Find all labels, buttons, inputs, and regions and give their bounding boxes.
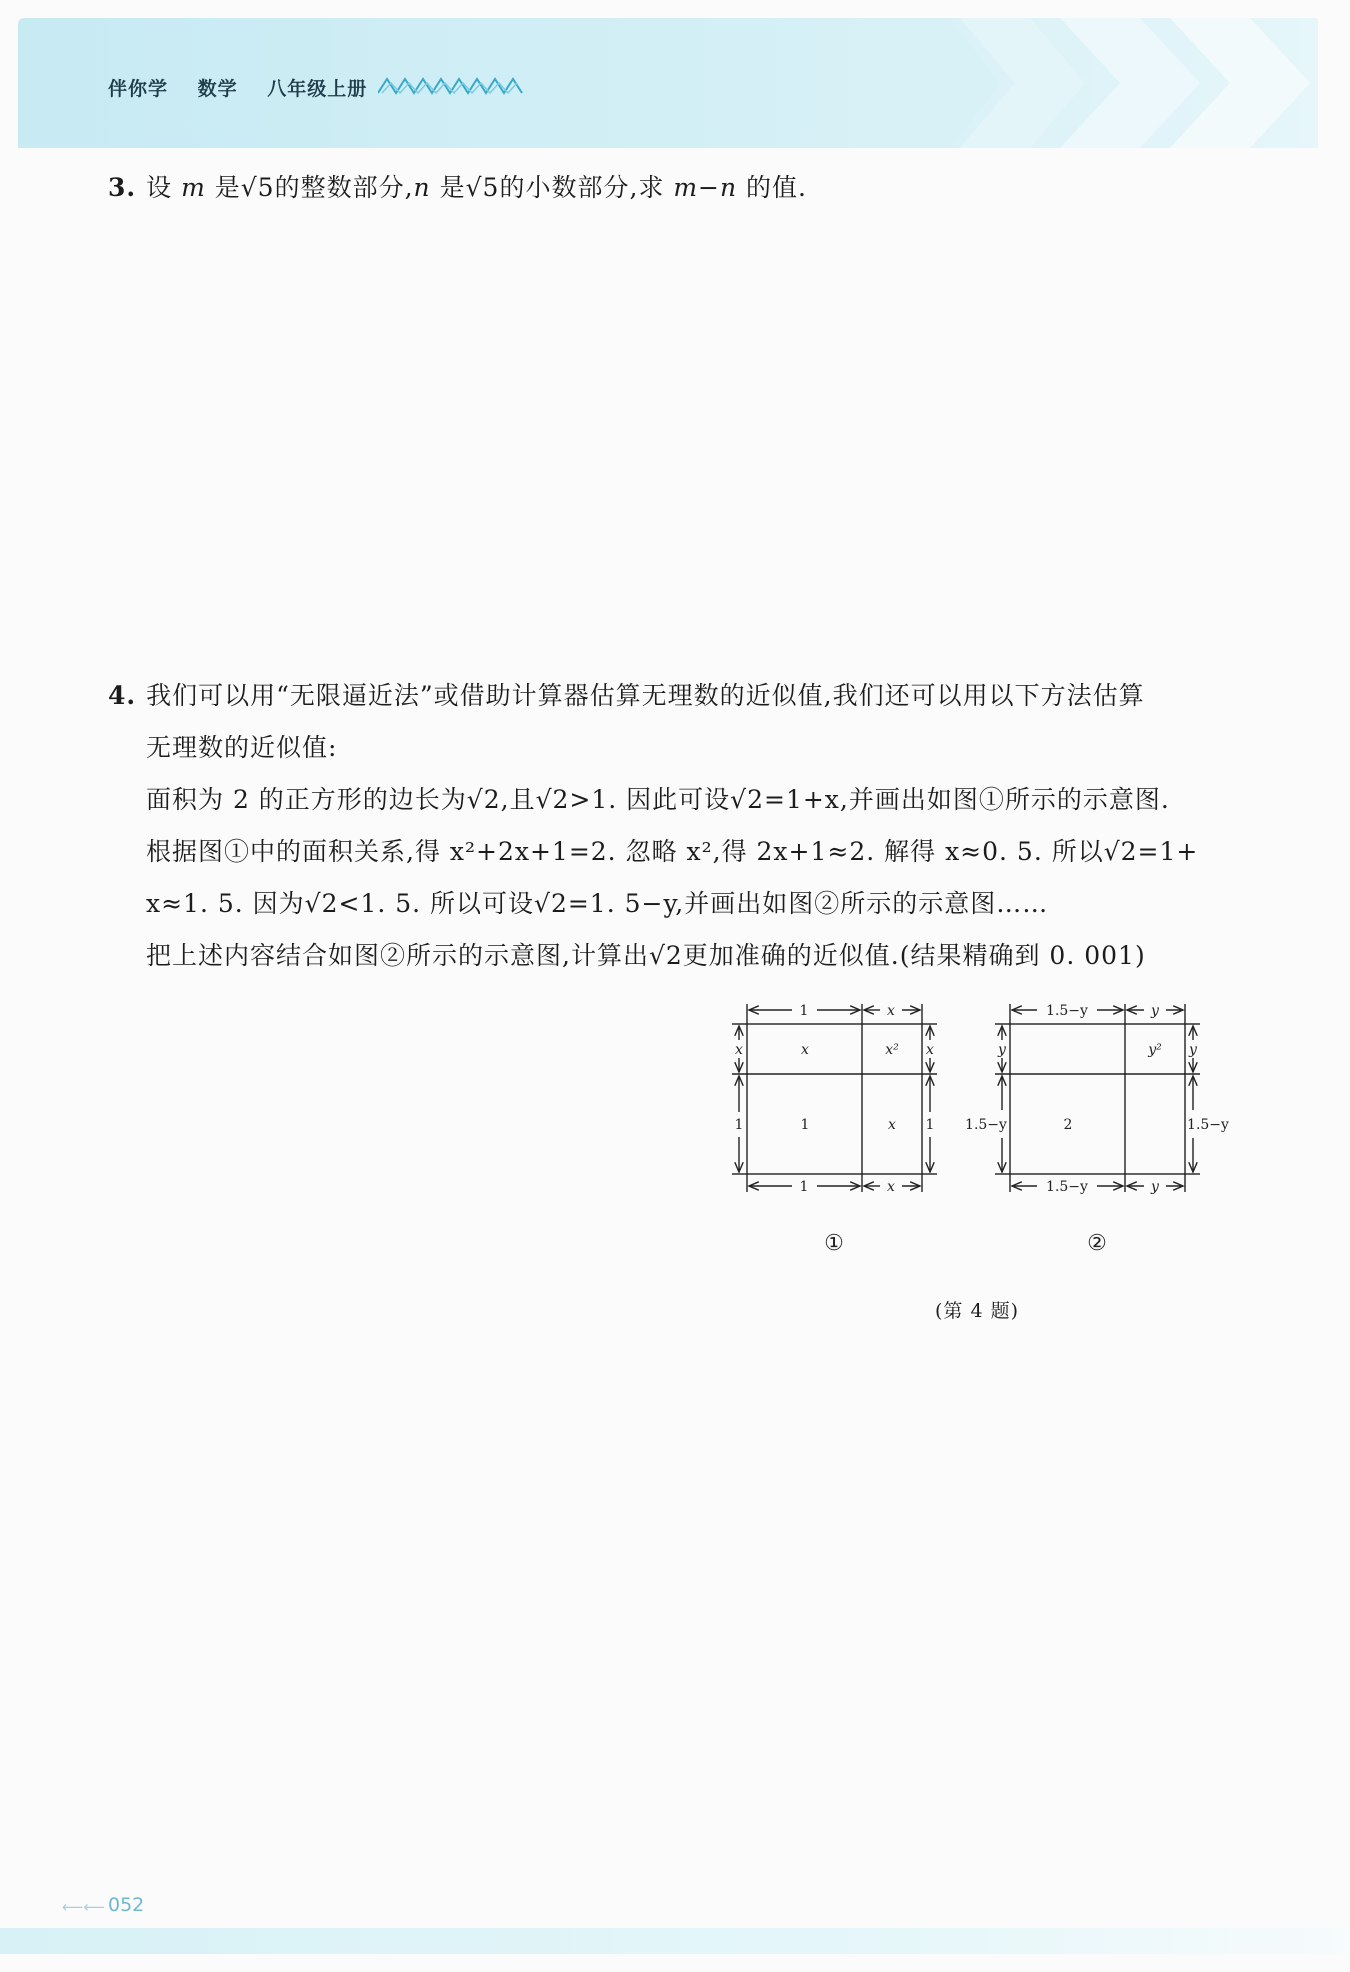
fig2-top-left-label: 1.5−y [1046, 1003, 1088, 1019]
fig2-left-top-label: y [998, 1042, 1006, 1058]
q4-line-3: 面积为 2 的正方形的边长为√2,且√2>1. 因此可设√2=1+x,并画出如图①所示的示意图. [146, 785, 1170, 814]
q3-sqrt5: √5 [465, 173, 500, 202]
fig1-cell-top-left: x [801, 1042, 809, 1058]
fig2-right-bottom-label: 1.5−y [1187, 1117, 1229, 1133]
fig1-cell-bottom-left: 1 [800, 1117, 810, 1133]
q4-line-1-text: 我们可以用“无限逼近法”或借助计算器估算无理数的近似值,我们还可以用以下方法估算 [146, 681, 1145, 710]
fig2-bottom-right-label: y [1151, 1179, 1159, 1195]
q3-text: 设 [146, 173, 182, 202]
figure-1 [732, 1004, 937, 1192]
question-4 [108, 670, 1258, 982]
zigzag-ornament-icon [378, 77, 524, 95]
figure-2 [995, 1004, 1200, 1192]
fig1-bottom-right-label: x [887, 1179, 895, 1195]
fig1-left-top-label: x [735, 1042, 743, 1058]
fig2-top-right-label: y [1151, 1003, 1159, 1019]
header-book: 伴你学 [108, 78, 169, 100]
q3-text: 的整数部分, [274, 173, 414, 202]
q4-line-4: 根据图①中的面积关系,得 x²+2x+1=2. 忽略 x²,得 2x+1≈2. 解得 x≈0. 5. 所以√2=1+ [146, 837, 1199, 866]
fig1-right-bottom-label: 1 [925, 1117, 935, 1133]
fig1-label: ① [824, 1231, 844, 1256]
q3-var-m: m [181, 173, 206, 202]
q3-sqrt5: √5 [240, 173, 275, 202]
footer-band [0, 1928, 1350, 1954]
fig2-right-top-label: y [1189, 1042, 1197, 1058]
question-number: 4. [108, 681, 137, 710]
fig2-cell-bottom-left: 2 [1063, 1117, 1073, 1133]
q3-expression: m−n [673, 173, 738, 202]
figure-caption: (第 4 题) [935, 1300, 1019, 1322]
q3-text: 的小数部分,求 [499, 173, 674, 202]
fig1-bottom-left-label: 1 [799, 1179, 809, 1195]
q4-line-2: 无理数的近似值: [146, 733, 338, 762]
fig2-left-bottom-label: 1.5−y [965, 1117, 1007, 1133]
q3-text: 的值. [737, 173, 808, 202]
fig2-label: ② [1087, 1231, 1107, 1256]
page-arrow-icon: ⟵⟵ [62, 1898, 106, 1916]
header-title [108, 74, 389, 101]
q4-line-6: 把上述内容结合如图②所示的示意图,计算出√2更加准确的近似值.(结果精确到 0. 001) [146, 941, 1146, 970]
fig1-cell-bottom-right: x [888, 1117, 896, 1133]
q4-line-1 [108, 670, 1258, 722]
question-number: 3. [108, 173, 137, 202]
q3-var-n: n [413, 173, 431, 202]
fig1-left-bottom-label: 1 [734, 1117, 744, 1133]
fig1-right-top-label: x [926, 1042, 934, 1058]
fig2-bottom-left-label: 1.5−y [1046, 1179, 1088, 1195]
fig2-cell-top-right: y² [1148, 1042, 1162, 1058]
header-grade: 八年级上册 [267, 78, 368, 100]
fig1-cell-top-right: x² [885, 1042, 899, 1058]
q4-line-5: x≈1. 5. 因为√2<1. 5. 所以可设√2=1. 5−y,并画出如图②所示的示意图…… [146, 889, 1049, 918]
figure-4-diagrams [712, 982, 1232, 1272]
fig1-top-left-label: 1 [799, 1003, 809, 1019]
q3-text: 是 [430, 173, 466, 202]
fig1-top-right-label: x [887, 1003, 895, 1019]
q3-text: 是 [205, 173, 241, 202]
question-3 [108, 162, 1258, 214]
page-number: 052 [108, 1894, 145, 1916]
header-subject: 数学 [197, 78, 238, 100]
